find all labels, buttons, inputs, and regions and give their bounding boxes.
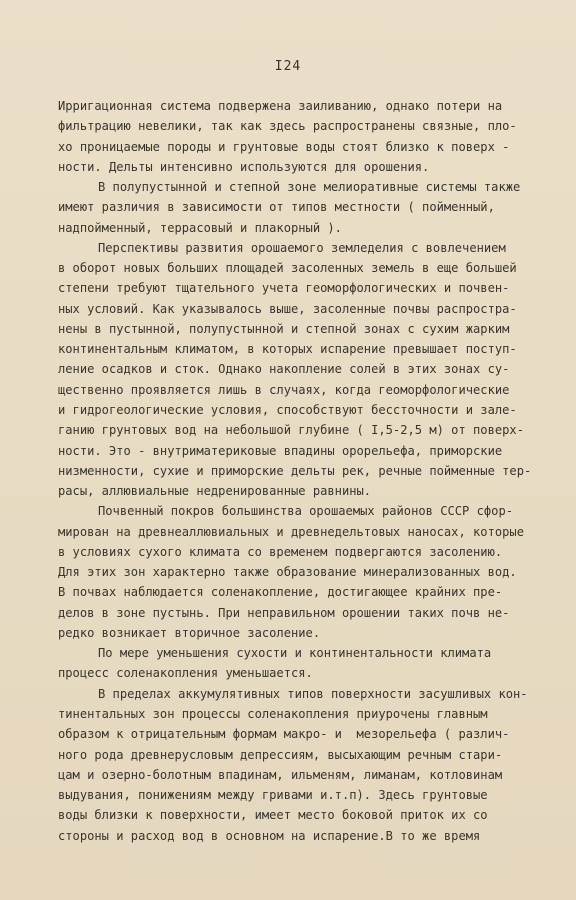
text-line: В почвах наблюдается соленакопление, достигающее крайних пре- [58,585,503,600]
text-line: Перспективы развития орошаемого земледелия с вовлечением [98,240,506,255]
text-line: нены в пустынной, полупустынной и степной зонах с сухим жарким [58,321,510,336]
text-line: и гидрогеологические условия, способствуют бессточности и зале- [58,402,517,417]
text-line: низменности, сухие и приморские дельты рек, речные пойменные тер- [58,463,532,478]
text-line: имеют различия в зависимости от типов местности ( пойменный, [58,200,495,215]
text-line: ных условий. Как указывалось выше, засоленные почвы распростра- [58,301,517,316]
text-line: выдувания, понижениям между гривами и.т.п). Здесь грунтовые [58,788,488,803]
text-line: процесс соленакопления уменьшается. [58,666,313,681]
text-line: стороны и расход вод в основном на испарение.В то же время [58,828,481,843]
text-line: Почвенный покров большинства орошаемых районов СССР сфор- [98,504,514,519]
text-line: мирован на древнеаллювиальных и древнедельтовых наносах, которые [58,524,524,539]
text-line: редко возникает вторичное засоление. [58,625,321,640]
text-line: По мере уменьшения сухости и континентальности климата [98,646,492,661]
text-line: ности. Дельты интенсивно используются для орошения. [58,159,430,174]
text-line: воды близки к поверхности, имеет место боковой приток их со [58,808,488,823]
text-line: надпойменный, террасовый и плакорный ). [58,220,342,235]
text-line: хо проницаемые породы и грунтовые воды стоят близко к поверх - [58,139,510,154]
page-number: I24 [274,59,302,74]
text-line: в оборот новых больших площадей засоленных земель в еще большей [58,261,517,276]
text-line: В пределах аккумулятивных типов поверхности засушливых кон- [98,686,528,701]
text-line: цам и озерно-болотным впадинам, ильменям, лиманам, котловинам [58,767,503,782]
text-line: фильтрацию невелики, так как здесь распространены связные, пло- [58,119,517,134]
text-line: ганию грунтовых вод на небольшой глубине ( I,5-2,5 м) от поверх- [58,423,524,438]
text-line: образом к отрицательным формам макро- и мезорельефа ( различ- [58,727,510,742]
text-line: щественно проявляется лишь в случаях, когда геоморфологические [58,382,510,397]
text-line: Для этих зон характерно также образование минерализованных вод. [58,565,517,580]
text-line: ности. Это - внутриматериковые впадины орорельефа, приморские [58,443,503,458]
text-line: делов в зоне пустынь. При неправильном орошении таких почв не- [58,605,510,620]
text-line: степени требуют тщательного учета геоморфологических и почвен- [58,281,510,296]
body-text [58,96,532,846]
text-line: Ирригационная система подвержена заиливанию, однако потери на [58,99,503,113]
text-line: В полупустынной и степной зоне мелиоративные системы также [98,180,521,195]
text-line: ление осадков и сток. Однако накопление солей в этих зонах су- [58,362,510,377]
text-line: расы, аллювиальные недренированные равнины. [58,484,372,499]
text-line: ного рода древнерусловым депрессиям, высыхающим речным стари- [58,747,503,762]
text-line: тинентальных зон процессы соленакопления приурочены главным [58,706,488,721]
text-line: в условиях сухого климата со временем подвергаются засолению. [58,544,503,559]
text-line: континентальным климатом, в которых испарение превышает поступ- [58,342,517,357]
